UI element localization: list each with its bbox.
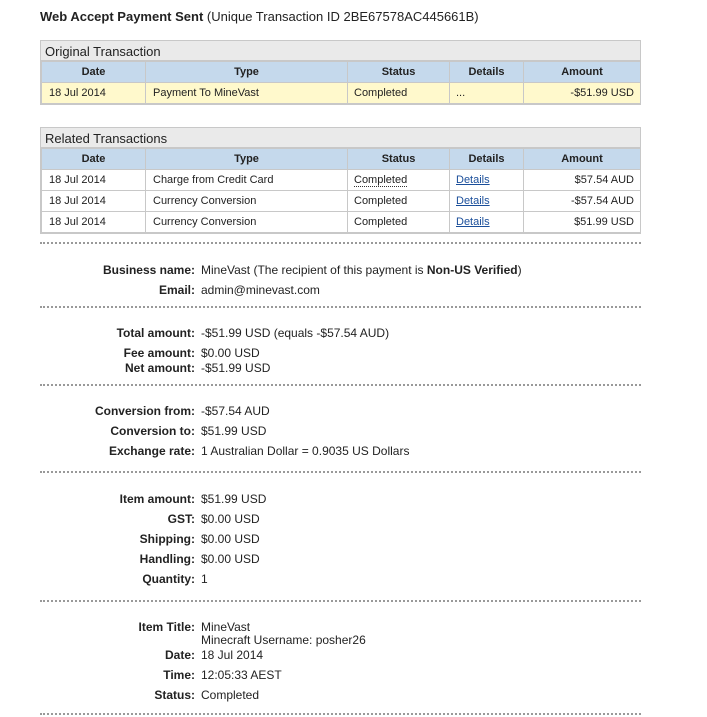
section-divider: [40, 471, 641, 473]
col-type: Type: [146, 149, 348, 170]
related-transactions-table: [41, 148, 641, 233]
cell-amount: $57.54 AUD: [524, 170, 641, 191]
exchange-rate-label: Exchange rate:: [108, 444, 195, 458]
business-name-label: Business name:: [102, 263, 195, 277]
cell-date: 18 Jul 2014: [42, 83, 146, 104]
cell-type: Currency Conversion: [146, 212, 348, 233]
conversion-from-label: Conversion from:: [94, 404, 195, 418]
fee-amount-label: Fee amount:: [123, 346, 195, 360]
col-date: Date: [42, 149, 146, 170]
quantity-value: 1: [201, 572, 208, 586]
item-title-label: Item Title:: [138, 620, 195, 634]
recipient-note: (The recipient of this payment is: [250, 263, 427, 277]
cell-status: Completed: [348, 83, 450, 104]
conversion-to-value: $51.99 USD: [201, 424, 267, 438]
page-title: [40, 9, 479, 24]
table-header-row: [42, 62, 641, 83]
email-label: Email:: [158, 283, 195, 297]
cell-date: 18 Jul 2014: [42, 212, 146, 233]
date-value: 18 Jul 2014: [201, 648, 264, 662]
status-value: Completed: [201, 688, 260, 702]
fee-amount-value: $0.00 USD: [201, 346, 260, 360]
related-transactions-title: Related Transactions: [41, 128, 640, 148]
section-divider: [40, 306, 641, 308]
time-label: Time:: [163, 668, 195, 682]
table-header-row: [42, 149, 641, 170]
section-divider: [40, 600, 641, 602]
transaction-type-title: Web Accept Payment Sent: [40, 9, 204, 24]
shipping-label: Shipping:: [139, 532, 195, 546]
table-row: [42, 212, 641, 233]
status-completed-link[interactable]: Completed: [354, 174, 408, 186]
net-amount-label: Net amount:: [125, 361, 195, 375]
cell-status: Completed: [348, 191, 450, 212]
col-status: Status: [348, 149, 450, 170]
cell-details: ...: [450, 83, 524, 104]
item-title-option: Minecraft Username: posher26: [201, 633, 366, 647]
handling-label: Handling:: [139, 552, 195, 566]
total-amount-value: -$51.99 USD (equals -$57.54 AUD): [201, 326, 390, 340]
item-amount-value: $51.99 USD: [201, 492, 267, 506]
table-row: [42, 191, 641, 212]
business-name-value: MineVast: [201, 263, 251, 277]
details-link[interactable]: Details: [456, 216, 490, 228]
cell-type: Charge from Credit Card: [146, 170, 348, 191]
gst-label: GST:: [167, 512, 195, 526]
cell-amount: -$51.99 USD: [524, 83, 641, 104]
details-link[interactable]: Details: [456, 174, 490, 186]
date-label: Date:: [164, 648, 195, 662]
col-amount: Amount: [524, 149, 641, 170]
transaction-id: (Unique Transaction ID 2BE67578AC445661B): [206, 9, 479, 24]
col-status: Status: [348, 62, 450, 83]
net-amount-value: -$51.99 USD: [201, 361, 271, 375]
item-amount-label: Item amount:: [119, 492, 195, 506]
status-label: Status:: [154, 688, 195, 702]
handling-value: $0.00 USD: [201, 552, 260, 566]
cell-type: Payment To MineVast: [146, 83, 348, 104]
related-transactions-panel: [40, 127, 641, 234]
cell-date: 18 Jul 2014: [42, 170, 146, 191]
table-row: [42, 170, 641, 191]
section-divider: [40, 384, 641, 386]
conversion-to-label: Conversion to:: [110, 424, 195, 438]
time-value: 12:05:33 AEST: [201, 668, 282, 682]
col-type: Type: [146, 62, 348, 83]
conversion-from-value: -$57.54 AUD: [201, 404, 270, 418]
table-row: [42, 83, 641, 104]
col-date: Date: [42, 62, 146, 83]
exchange-rate-value: 1 Australian Dollar = 0.9035 US Dollars: [201, 444, 410, 458]
section-divider: [40, 713, 641, 715]
email-value: admin@minevast.com: [201, 283, 320, 297]
original-transaction-panel: [40, 40, 641, 105]
original-transaction-table: [41, 61, 641, 104]
cell-type: Currency Conversion: [146, 191, 348, 212]
original-transaction-title: Original Transaction: [41, 41, 640, 61]
cell-status: Completed: [348, 212, 450, 233]
section-divider: [40, 242, 641, 244]
cell-date: 18 Jul 2014: [42, 191, 146, 212]
total-amount-label: Total amount:: [116, 326, 195, 340]
details-link[interactable]: Details: [456, 195, 490, 207]
col-details: Details: [450, 62, 524, 83]
item-title-value: MineVast: [201, 620, 251, 634]
recipient-status: Non-US Verified: [426, 263, 518, 277]
col-amount: Amount: [524, 62, 641, 83]
col-details: Details: [450, 149, 524, 170]
cell-amount: -$57.54 AUD: [524, 191, 641, 212]
cell-amount: $51.99 USD: [524, 212, 641, 233]
gst-value: $0.00 USD: [201, 512, 260, 526]
quantity-label: Quantity:: [142, 572, 195, 586]
shipping-value: $0.00 USD: [201, 532, 260, 546]
